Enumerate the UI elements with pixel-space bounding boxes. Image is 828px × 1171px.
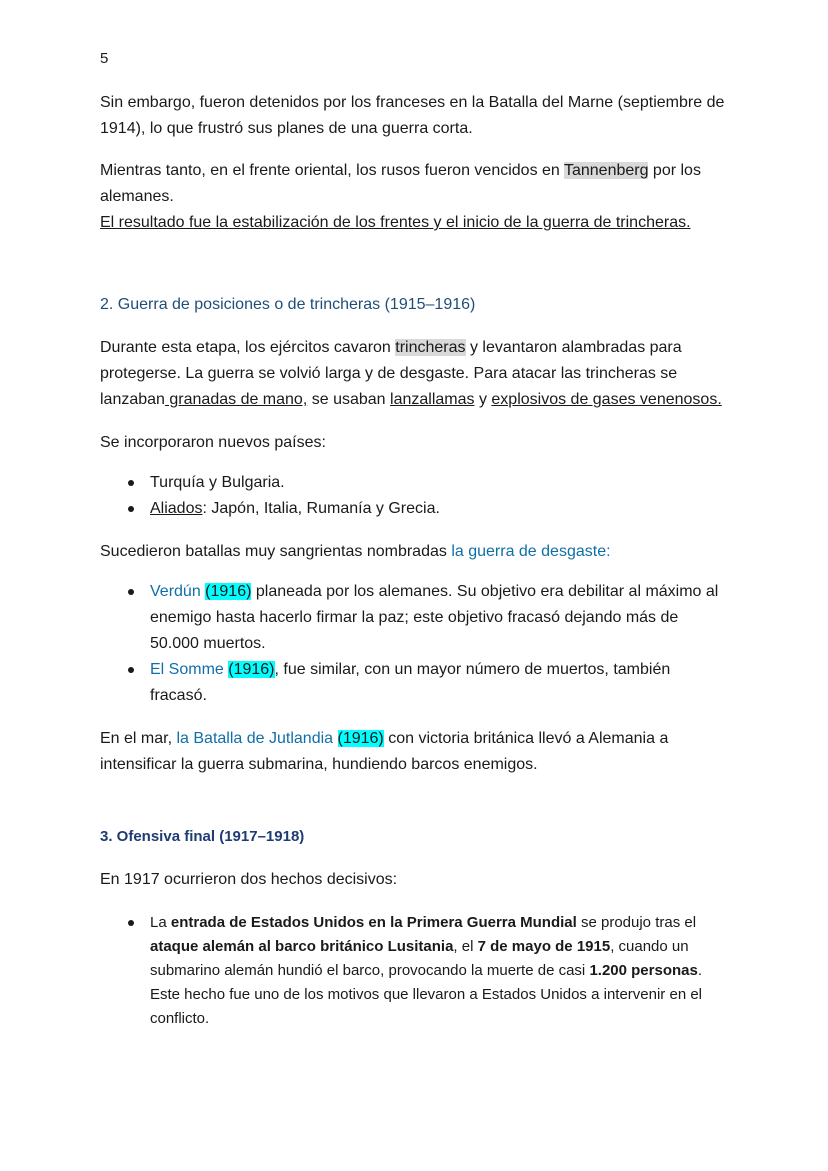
paragraph-nuevos-paises: Se incorporaron nuevos países:	[100, 434, 326, 451]
text-span: por los alemanes.	[100, 162, 701, 205]
section-heading-2: 2. Guerra de posiciones o de trincheras (1915–1916)	[100, 296, 476, 313]
bold-text: 7 de mayo de 1915	[477, 938, 611, 955]
bold-text: 1.200 personas	[589, 962, 698, 979]
text-span: y	[474, 391, 492, 408]
list-item	[150, 579, 730, 657]
underlined-aliados: Aliados	[150, 500, 203, 517]
text-span: , el	[453, 938, 478, 955]
highlight-trincheras: trincheras	[395, 339, 466, 356]
underlined-result: El resultado fue la estabilización de los frentes y el inicio de la guerra de trincheras.	[100, 214, 691, 231]
list-decisive-events	[100, 911, 730, 1031]
paragraph-1917: En 1917 ocurrieron dos hechos decisivos:	[100, 871, 398, 888]
list-countries	[100, 470, 730, 522]
text-span: : Japón, Italia, Rumanía y Grecia.	[202, 500, 440, 517]
paragraph-tannenberg	[100, 158, 730, 236]
list-battles	[100, 579, 730, 709]
page-number: 5	[100, 50, 109, 67]
text-span: , cuando un submarino alemán hundió el barco, provocando la muerte de casi	[150, 938, 689, 979]
highlight-year: (1916)	[205, 583, 252, 600]
paragraph-batallas	[100, 539, 730, 565]
blue-term-desgaste: la guerra de desgaste:	[451, 543, 611, 560]
list-item	[150, 657, 730, 709]
underlined-gases: explosivos de gases venenosos.	[491, 391, 722, 408]
paragraph-marne: Sin embargo, fueron detenidos por los franceses en la Batalla del Marne (septiembre de 1914), lo que frustró sus planes de una guerra corta.	[100, 94, 725, 137]
highlight-tannenberg: Tannenberg	[563, 162, 649, 179]
text-span: , fue similar, con un mayor número de muertos, también fracasó.	[150, 661, 671, 704]
paragraph-trincheras	[100, 335, 730, 413]
text-span: Sucedieron batallas muy sangrientas nombradas	[100, 543, 452, 560]
text-span: y levantaron alambradas para protegerse. La guerra se volvió larga y de desgaste. Para atacar las trincheras se lanzaban	[100, 339, 682, 408]
blue-term-somme: El Somme	[150, 661, 224, 678]
underlined-lanzallamas: lanzallamas	[390, 391, 475, 408]
document-body	[100, 90, 730, 1031]
underlined-granadas: granadas de mano,	[164, 391, 308, 408]
list-item	[150, 911, 730, 1031]
text-span: se produjo tras el	[576, 914, 697, 931]
blue-term-jutlandia: la Batalla de Jutlandia	[176, 730, 334, 747]
section-heading-3: 3. Ofensiva final (1917–1918)	[100, 828, 305, 845]
bold-text: entrada de Estados Unidos en la Primera Guerra Mundial	[170, 914, 577, 931]
text-span: En el mar,	[100, 730, 177, 747]
text-span: con victoria británica llevó a Alemania a intensificar la guerra submarina, hundiendo barcos enemigos.	[100, 730, 669, 773]
paragraph-jutlandia	[100, 726, 730, 778]
text-span: Mientras tanto, en el frente oriental, los rusos fueron vencidos en	[100, 162, 564, 179]
text-span: . Este hecho fue uno de los motivos que llevaron a Estados Unidos a intervenir en el conflicto.	[150, 962, 703, 1027]
text-span: La	[150, 914, 171, 931]
bold-text: ataque alemán al barco británico Lusitania	[150, 938, 454, 955]
text-span: Durante esta etapa, los ejércitos cavaron	[100, 339, 396, 356]
text-span: se usaban	[307, 391, 391, 408]
list-item	[150, 496, 730, 522]
blue-term-verdun: Verdún	[150, 583, 201, 600]
highlight-year: (1916)	[337, 730, 384, 747]
text-span: planeada por los alemanes. Su objetivo era debilitar al máximo al enemigo hasta hacerlo firmar la paz; este objetivo fracasó dejando más de 50.000 muertos.	[150, 583, 719, 652]
highlight-year: (1916)	[228, 661, 275, 678]
list-item: Turquía y Bulgaria.	[150, 470, 730, 496]
